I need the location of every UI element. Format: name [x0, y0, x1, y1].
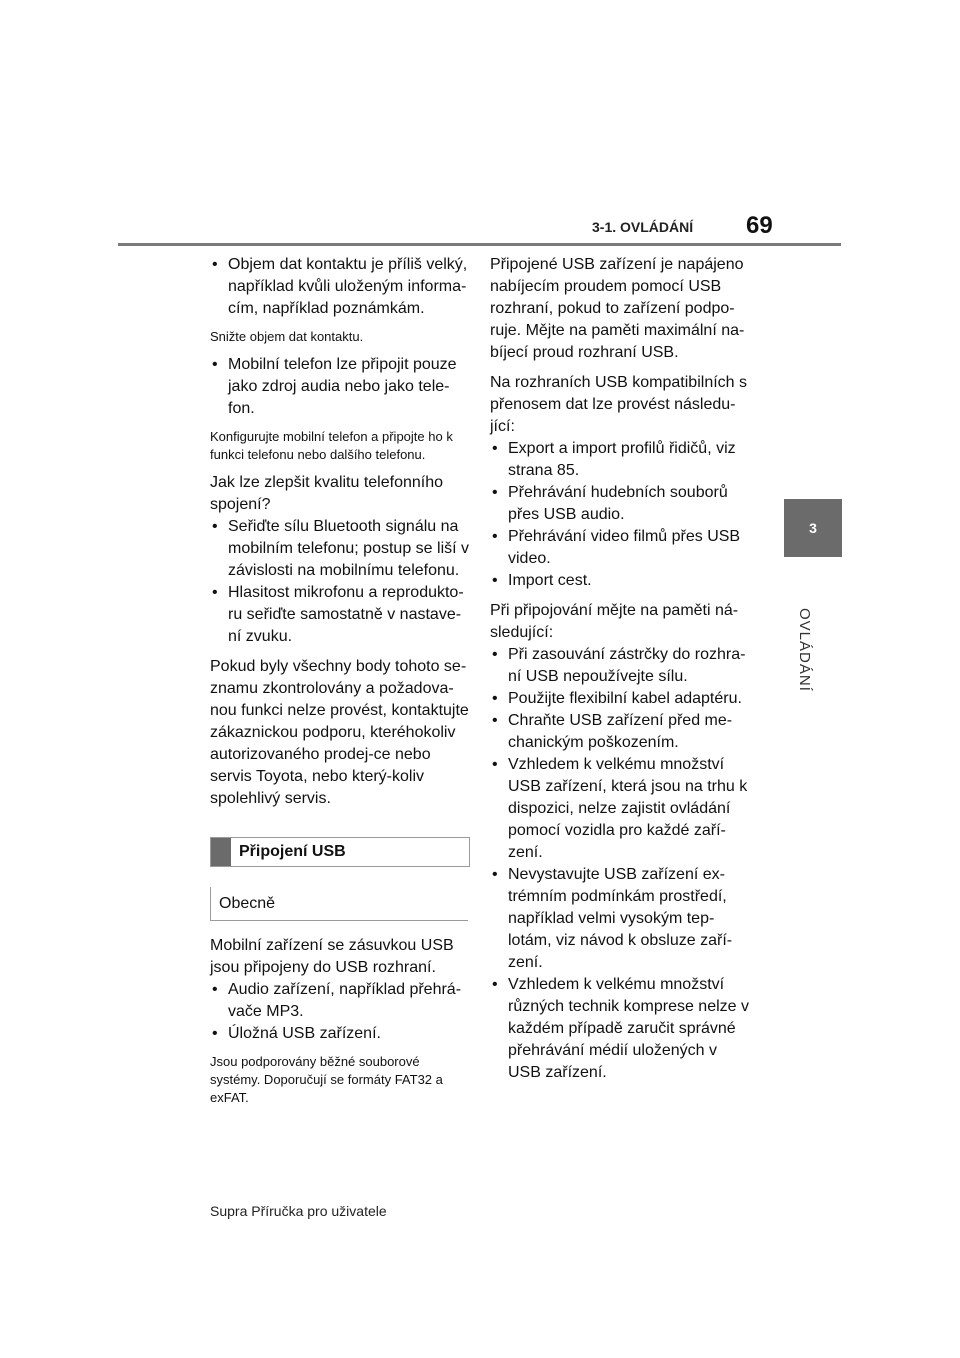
closing-paragraph: Pokud byly všechny body tohoto se-znamu zkontrolovány a požadova-nou funkci nelze provést, kontaktujte zákaznickou podporu, kteréhokoliv autorizovaného prodej-ce nebo servis Toyota, nebo který-koliv spolehlivý servis.: [210, 658, 469, 807]
subsection-heading: Obecně: [210, 887, 468, 921]
page-number: 69: [746, 212, 773, 239]
list-item: • Použijte flexibilní kabel adaptéru.: [490, 688, 752, 710]
paragraph: Připojené USB zařízení je napájeno nabíjecím proudem pomocí USB rozhraní, pokud to zařízení podpo-ruje. Mějte na paměti maximální na-bíjecí proud rozhraní USB.: [490, 256, 745, 361]
section-marker: [211, 838, 231, 866]
list-item: • Audio zařízení, například přehrá-vače MP3.: [210, 979, 472, 1023]
list-item: • Mobilní telefon lze připojit pouze jako zdroj audia nebo jako tele-fon.: [210, 354, 472, 420]
header-divider: [118, 243, 841, 246]
list-item: • Nevystavujte USB zařízení ex-trémním podmínkám prostředí, například velmi vysokým tep-lotám, viz návod k obsluze zaří-zení.: [490, 864, 752, 974]
footer-text: Supra Příručka pro uživatele: [210, 1203, 387, 1219]
list-item: • Objem dat kontaktu je příliš velký, například kvůli uloženým informa-cím, například poznámkám.: [210, 254, 472, 320]
list-item: • Přehrávání hudebních souborů přes USB audio.: [490, 482, 752, 526]
bullet-list: [210, 254, 472, 320]
section-header: 3-1. OVLÁDÁNÍ: [592, 219, 694, 235]
left-column: [210, 254, 472, 1115]
list-item: • Export a import profilů řidičů, viz strana 85.: [490, 438, 752, 482]
list-item: • Import cest.: [490, 570, 752, 592]
list-item: • Přehrávání video filmů přes USB video.: [490, 526, 752, 570]
list-item: • Hlasitost mikrofonu a reprodukto-ru seřiďte samostatně v nastave-ní zvuku.: [210, 582, 472, 648]
list-item: • Vzhledem k velkému množství různých technik komprese nelze v každém případě zaručit správné přehrávání médií uložených v USB zařízení.: [490, 974, 752, 1084]
chapter-label: OVLÁDÁNÍ: [796, 608, 813, 692]
list-item: • Chraňte USB zařízení před me-chanickým poškozením.: [490, 710, 752, 754]
bullet-list: [490, 644, 752, 1084]
question-text: Jak lze zlepšit kvalitu telefonního spojení?: [210, 474, 444, 513]
section-heading: [210, 837, 470, 867]
section-title: Připojení USB: [239, 843, 346, 860]
list-item: • Vzhledem k velkému množství USB zařízení, která jsou na trhu k dispozici, nelze zajistit ovládání pomocí vozidla pro každé zaří-zení.: [490, 754, 752, 864]
paragraph: Při připojování mějte na paměti ná-sledující:: [490, 602, 739, 641]
paragraph: Na rozhraních USB kompatibilních s přenosem dat lze provést následu-jící:: [490, 374, 747, 435]
list-item: • Seřiďte sílu Bluetooth signálu na mobilním telefonu; postup se liší v závislosti na mobilnímu telefonu.: [210, 516, 472, 582]
chapter-number: 3: [809, 520, 817, 536]
bullet-list: [210, 979, 472, 1045]
bullet-list: [210, 354, 472, 420]
note-text: Jsou podporovány běžné souborové systémy. Doporučují se formáty FAT32 a exFAT.: [210, 1054, 443, 1105]
list-item: • Při zasouvání zástrčky do rozhra-ní USB nepoužívejte sílu.: [490, 644, 752, 688]
chapter-tab: [784, 499, 842, 557]
note-text: Konfigurujte mobilní telefon a připojte ho k funkci telefonu nebo dalšího telefonu.: [210, 429, 453, 462]
note-text: Snižte objem dat kontaktu.: [210, 329, 364, 344]
bullet-list: [490, 438, 752, 592]
bullet-list: [210, 516, 472, 648]
right-column: [490, 254, 752, 1092]
list-item: • Úložná USB zařízení.: [210, 1023, 472, 1045]
usb-intro: Mobilní zařízení se zásuvkou USB jsou připojeny do USB rozhraní.: [210, 937, 454, 976]
